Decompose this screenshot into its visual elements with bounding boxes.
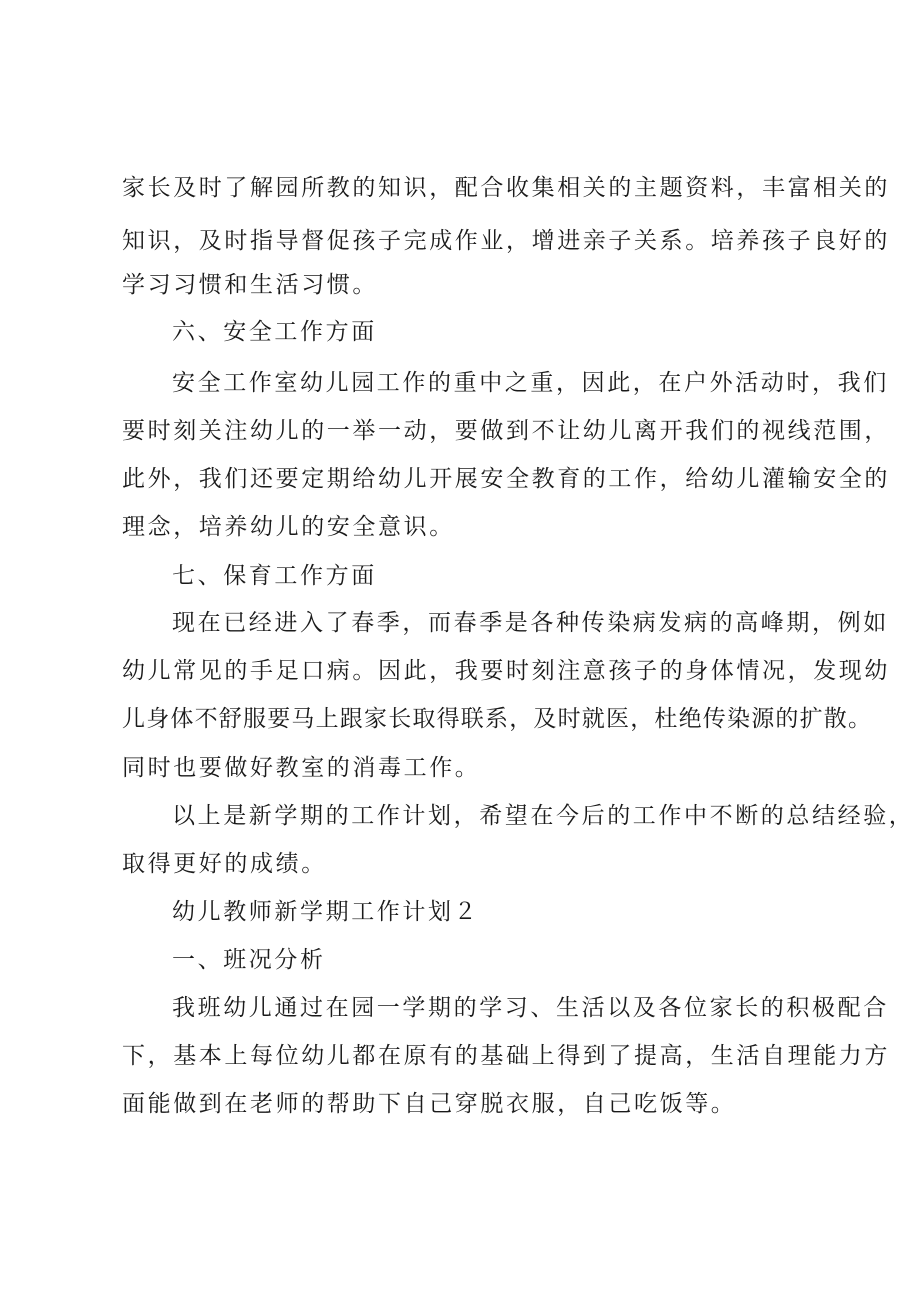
document-title: 幼儿教师新学期工作计划２: [172, 899, 480, 925]
paragraph-line: 幼儿常见的手足口病。因此，我要时刻注意孩子的身体情况，发现幼: [122, 658, 890, 684]
paragraph-line: 儿身体不舒服要马上跟家长取得联系，及时就医，杜绝传染源的扩散。: [122, 706, 873, 732]
paragraph-line: 面能做到在老师的帮助下自己穿脱衣服，自己吃饭等。: [122, 1091, 737, 1117]
paragraph-line: 学习习惯和生活习惯。: [122, 272, 378, 298]
section-heading: 一、班况分析: [172, 947, 326, 973]
paragraph-line: 我班幼儿通过在园一学期的学习、生活以及各位家长的积极配合: [172, 995, 889, 1021]
section-heading: 七、保育工作方面: [172, 563, 377, 589]
paragraph-line: 此外，我们还要定期给幼儿开展安全教育的工作，给幼儿灌输安全的: [122, 466, 890, 492]
paragraph-line: 取得更好的成绩。: [122, 851, 327, 877]
section-heading: 六、安全工作方面: [172, 319, 377, 345]
paragraph-line: 理念，培养幼儿的安全意识。: [122, 514, 455, 540]
paragraph-line: 现在已经进入了春季，而春季是各种传染病发病的高峰期，例如: [172, 610, 889, 636]
paragraph-line: 知识，及时指导督促孩子完成作业，增进亲子关系。培养孩子良好的: [122, 228, 890, 254]
paragraph-line: 同时也要做好教室的消毒工作。: [122, 755, 481, 781]
paragraph-line: 安全工作室幼儿园工作的重中之重，因此，在户外活动时，我们: [172, 370, 889, 396]
paragraph-line: 下，基本上每位幼儿都在原有的基础上得到了提高，生活自理能力方: [122, 1043, 890, 1069]
paragraph-line: 要时刻关注幼儿的一举一动，要做到不让幼儿离开我们的视线范围，: [122, 418, 890, 444]
paragraph-line: 以上是新学期的工作计划，希望在今后的工作中不断的总结经验，: [172, 803, 915, 829]
paragraph-line: 家长及时了解园所教的知识，配合收集相关的主题资料，丰富相关的: [122, 175, 890, 201]
